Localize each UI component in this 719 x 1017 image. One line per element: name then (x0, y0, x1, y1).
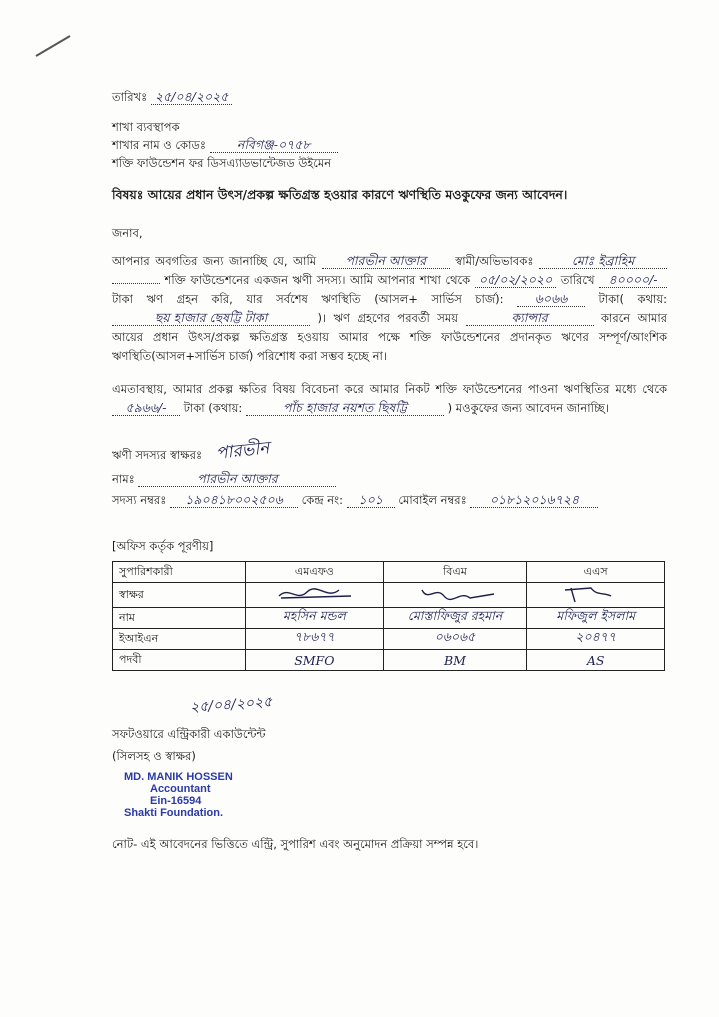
name-row-label: নাম (113, 608, 246, 629)
para1-text-2: স্বামী/অভিভাবকঃ (455, 254, 534, 268)
accountant-block (112, 671, 667, 819)
bm-ein: ০৬০৬৫ (383, 629, 527, 650)
mfo-designation: SMFO (246, 650, 384, 671)
as-ein: ২০৪৭৭ (527, 629, 665, 650)
outstanding-words-field: ছয় হাজার ছেষট্টি টাকা (112, 310, 310, 326)
member-signature: পারভীন (215, 438, 271, 464)
as-designation: AS (527, 650, 665, 671)
as-name: মফিজুল ইসলাম (527, 608, 665, 629)
ein-row (113, 629, 665, 650)
reason-field: ক্যান্সার (466, 310, 594, 326)
waiver-amount-field: ৫৯৬৬/- (112, 400, 180, 416)
stamp-ein: Ein-16594 (150, 795, 202, 807)
guardian-field: মোঃ ইব্রাহিম (539, 253, 667, 269)
document-body (112, 88, 667, 853)
member-name-line (112, 470, 667, 488)
loan-amount-field: ৪০০০০/- (599, 272, 667, 288)
center-label: কেন্দ্র নং: (301, 493, 343, 507)
member-signature-block (112, 440, 667, 509)
para1-text-8: কারনে আমার আয়ের প্রধান উৎস/প্রকল্প ক্ষতিগ্রস্ত হওয়ায় আমার পক্ষে শক্তি ফাউন্ডেশনের প্রদানকৃত ঋণের সম্পূর্ণ/আংশিক ঋণস্থিতি(আসল+সার্ভিস চার্জ) পরিশোধ করা সম্ভব হচ্ছে না। (112, 311, 668, 363)
para1-text-1: আপনার অবগতির জন্য জানাচ্ছি যে, আমি (112, 254, 317, 268)
para1-text-5: টাকা ঋণ গ্রহন করি, যার সর্বশেষ ঋণস্থিতি (আসল+ সার্ভিস চার্জ): (112, 292, 504, 306)
branch-label: শাখার নাম ও কোডঃ (112, 138, 207, 152)
center-no: ১০১ (347, 492, 395, 508)
loan-date-field: ০৫/০২/২০২০ (475, 272, 556, 288)
office-table (112, 561, 665, 671)
stamp-name: MD. MANIK HOSSEN (124, 771, 233, 783)
date-label: তারিখঃ (112, 90, 148, 104)
addressee: শাখা ব্যবস্থাপক (112, 120, 180, 134)
member-signature-row (112, 440, 667, 466)
accountant-stamp (124, 771, 667, 819)
accountant-role: সফটওয়ারে এন্ট্রিকারী একাউন্টেন্ট (112, 727, 266, 741)
para2-text-3: ) মওকুফের জন্য আবেদন জানাচ্ছি। (447, 401, 609, 415)
office-use-label: [অফিস কর্তৃক পূরণীয়] (112, 539, 214, 553)
pen-mark (30, 30, 80, 65)
branch-value: নবিগঞ্জ-০৭৫৮ (210, 137, 338, 153)
seal-note: (সিলসহ ও স্বাক্ষর) (112, 749, 196, 763)
para1-text-7: )। ঋণ গ্রহণের পরবর্তী সময় (317, 311, 459, 325)
date-line (112, 88, 667, 106)
member-no-label: সদস্য নম্বরঃ (112, 493, 167, 507)
signature-label: ঋণী সদস্যর স্বাক্ষরঃ (112, 448, 203, 462)
member-name-field: পারভীন আক্তার (322, 253, 450, 269)
date-value: ২৫/০৪/২০২৫ (151, 89, 232, 105)
member-no: ১৯০৪১৮০০২৫০৬ (170, 492, 298, 508)
para1-text-3: শক্তি ফাউন্ডেশনের একজন ঋণী সদস্য। আমি আপনার শাখা থেকে (164, 273, 471, 287)
office-table-header (113, 562, 665, 583)
designation-row-label: পদবী (113, 650, 246, 671)
signature-row-label: স্বাক্ষর (113, 583, 246, 608)
para2-text-1: এমতাবস্থায়, আমার প্রকল্প ক্ষতির বিষয় বিবেচনা করে আমার নিকট শক্তি ফাউন্ডেশনের পাওনা ঋণস্থিতির মধ্যে থেকে (112, 382, 667, 396)
mfo-name: মহসিন মন্ডল (246, 608, 384, 629)
member-id-line (112, 491, 667, 509)
accountant-labels (112, 723, 667, 767)
outstanding-field: ৬০৬৬ (517, 291, 585, 307)
header-mfo: এমএফও (246, 562, 384, 583)
waiver-words-field: পাঁচ হাজার নয়শত ছিষট্টি (246, 400, 444, 416)
salutation: জনাব, (112, 226, 143, 240)
address-block (112, 118, 667, 172)
organization-name: শক্তি ফাউন্ডেশন ফর ডিসএ্যাডভান্টেজড উইমেন (112, 156, 332, 170)
header-as: এএস (527, 562, 665, 583)
para1-text-4: তারিখে (560, 273, 595, 287)
subject-line: বিষয়ঃ আয়ের প্রধান উৎস/প্রকল্প ক্ষতিগ্রস্ত হওয়ার কারণে ঋণস্থিতি মওকুফের জন্য আবেদন। (112, 187, 568, 202)
accountant-signature-date: ২৫/০৪/২০২৫ (189, 694, 273, 716)
name-label: নামঃ (112, 472, 135, 486)
designation-row (113, 650, 665, 671)
stamp-title: Accountant (150, 783, 211, 795)
member-name: পারভীন আক্তার (138, 471, 336, 487)
blank-field (112, 283, 160, 284)
name-row (113, 608, 665, 629)
mfo-signature (246, 583, 384, 608)
header-bm: বিএম (383, 562, 527, 583)
para1-text-6: টাকা( কথায়: (598, 292, 667, 306)
header-recommender: সুপারিশকারী (113, 562, 246, 583)
para2-text-2: টাকা (কথায়: (183, 401, 243, 415)
mobile-label: মোবাইল নম্বরঃ (398, 493, 467, 507)
mfo-ein: ৭৮৬৭৭ (246, 629, 384, 650)
signature-row (113, 583, 665, 608)
branch-line (112, 136, 667, 154)
bm-name: মোস্তাফিজুর রহমান (383, 608, 527, 629)
bm-designation: BM (383, 650, 527, 671)
mobile-no: ০১৮১২০১৬৭২৪ (470, 492, 598, 508)
stamp-org: Shakti Foundation. (124, 807, 223, 819)
footer-note: নোট- এই আবেদনের ভিত্তিতে এন্ট্রি, সুপারিশ এবং অনুমোদন প্রক্রিয়া সম্পন্ন হবে। (112, 837, 479, 851)
paragraph-2 (112, 380, 667, 418)
ein-row-label: ইআইএন (113, 629, 246, 650)
paragraph-1 (112, 252, 667, 366)
as-signature (527, 583, 665, 608)
bm-signature (383, 583, 527, 608)
